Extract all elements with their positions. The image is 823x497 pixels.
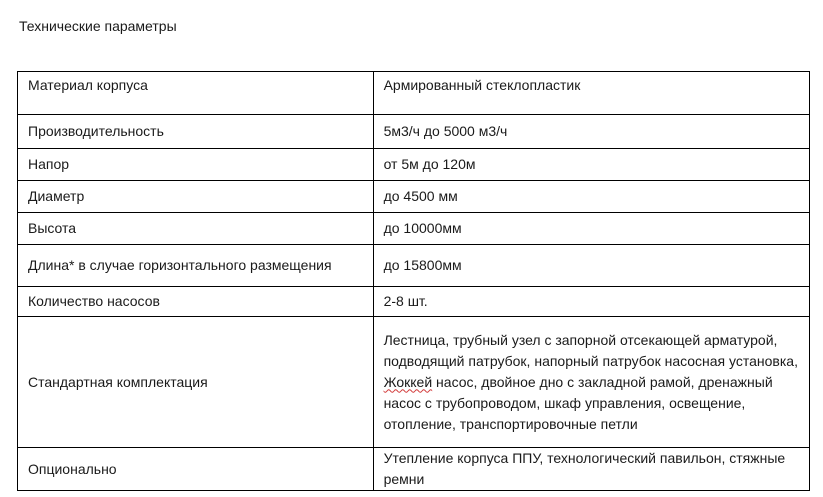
param-cell [18, 317, 374, 448]
param-value: Армированный стеклопластик [383, 77, 581, 93]
value-text-part: насос, двойное дно с закладной рамой, дренажный насос с трубопроводом, шкаф управления, освещение, отопление, транспортировочные петли [383, 373, 773, 432]
param-value: 2-8 шт. [383, 293, 428, 309]
param-label: Стандартная комплектация [28, 373, 208, 390]
param-label: Количество насосов [28, 293, 160, 309]
table-row [18, 213, 810, 245]
value-cell [373, 245, 809, 287]
param-label: Материал корпуса [28, 77, 148, 93]
table-row [18, 317, 810, 448]
document-title: Технические параметры [19, 18, 177, 34]
param-cell [18, 213, 374, 245]
table-row [18, 149, 810, 181]
param-value: 5м3/ч до 5000 м3/ч [383, 123, 508, 139]
value-cell [373, 317, 809, 448]
param-cell [18, 287, 374, 317]
param-cell [18, 245, 374, 287]
table-row [18, 287, 810, 317]
param-label: Высота [28, 220, 77, 236]
param-value: от 5м до 120м [383, 156, 476, 172]
param-label: Напор [28, 156, 70, 172]
value-cell [373, 72, 809, 115]
value-cell [373, 213, 809, 245]
param-value: Утепление корпуса ППУ, технологический павильон, стяжные ремни [383, 450, 786, 487]
value-cell [373, 181, 809, 213]
param-cell [18, 149, 374, 181]
specifications-table [17, 71, 810, 491]
param-cell [18, 448, 374, 491]
param-label: Длина* в случае горизонтального размещения [28, 257, 332, 273]
param-value [384, 330, 799, 435]
table-row [18, 72, 810, 115]
value-cell [373, 115, 809, 149]
table-row [18, 115, 810, 149]
param-cell [18, 115, 374, 149]
param-value: до 15800мм [383, 257, 462, 273]
value-cell [373, 448, 809, 491]
value-text-part: Лестница, трубный узел с запорной отсекающей арматурой, подводящий патрубок, напорный патрубок насосная установка, [383, 331, 798, 369]
param-label: Диаметр [28, 188, 85, 204]
table-row [18, 181, 810, 213]
value-cell [373, 149, 809, 181]
param-label: Производительность [28, 123, 164, 139]
table-row [18, 245, 810, 287]
param-cell [18, 72, 374, 115]
spellcheck-marked-word[interactable]: Жоккей [383, 373, 433, 390]
param-value: до 4500 мм [383, 188, 458, 204]
value-cell [373, 287, 809, 317]
param-label: Опционально [28, 460, 117, 477]
param-value: до 10000мм [383, 220, 462, 236]
param-cell [18, 181, 374, 213]
table-row [18, 448, 810, 491]
